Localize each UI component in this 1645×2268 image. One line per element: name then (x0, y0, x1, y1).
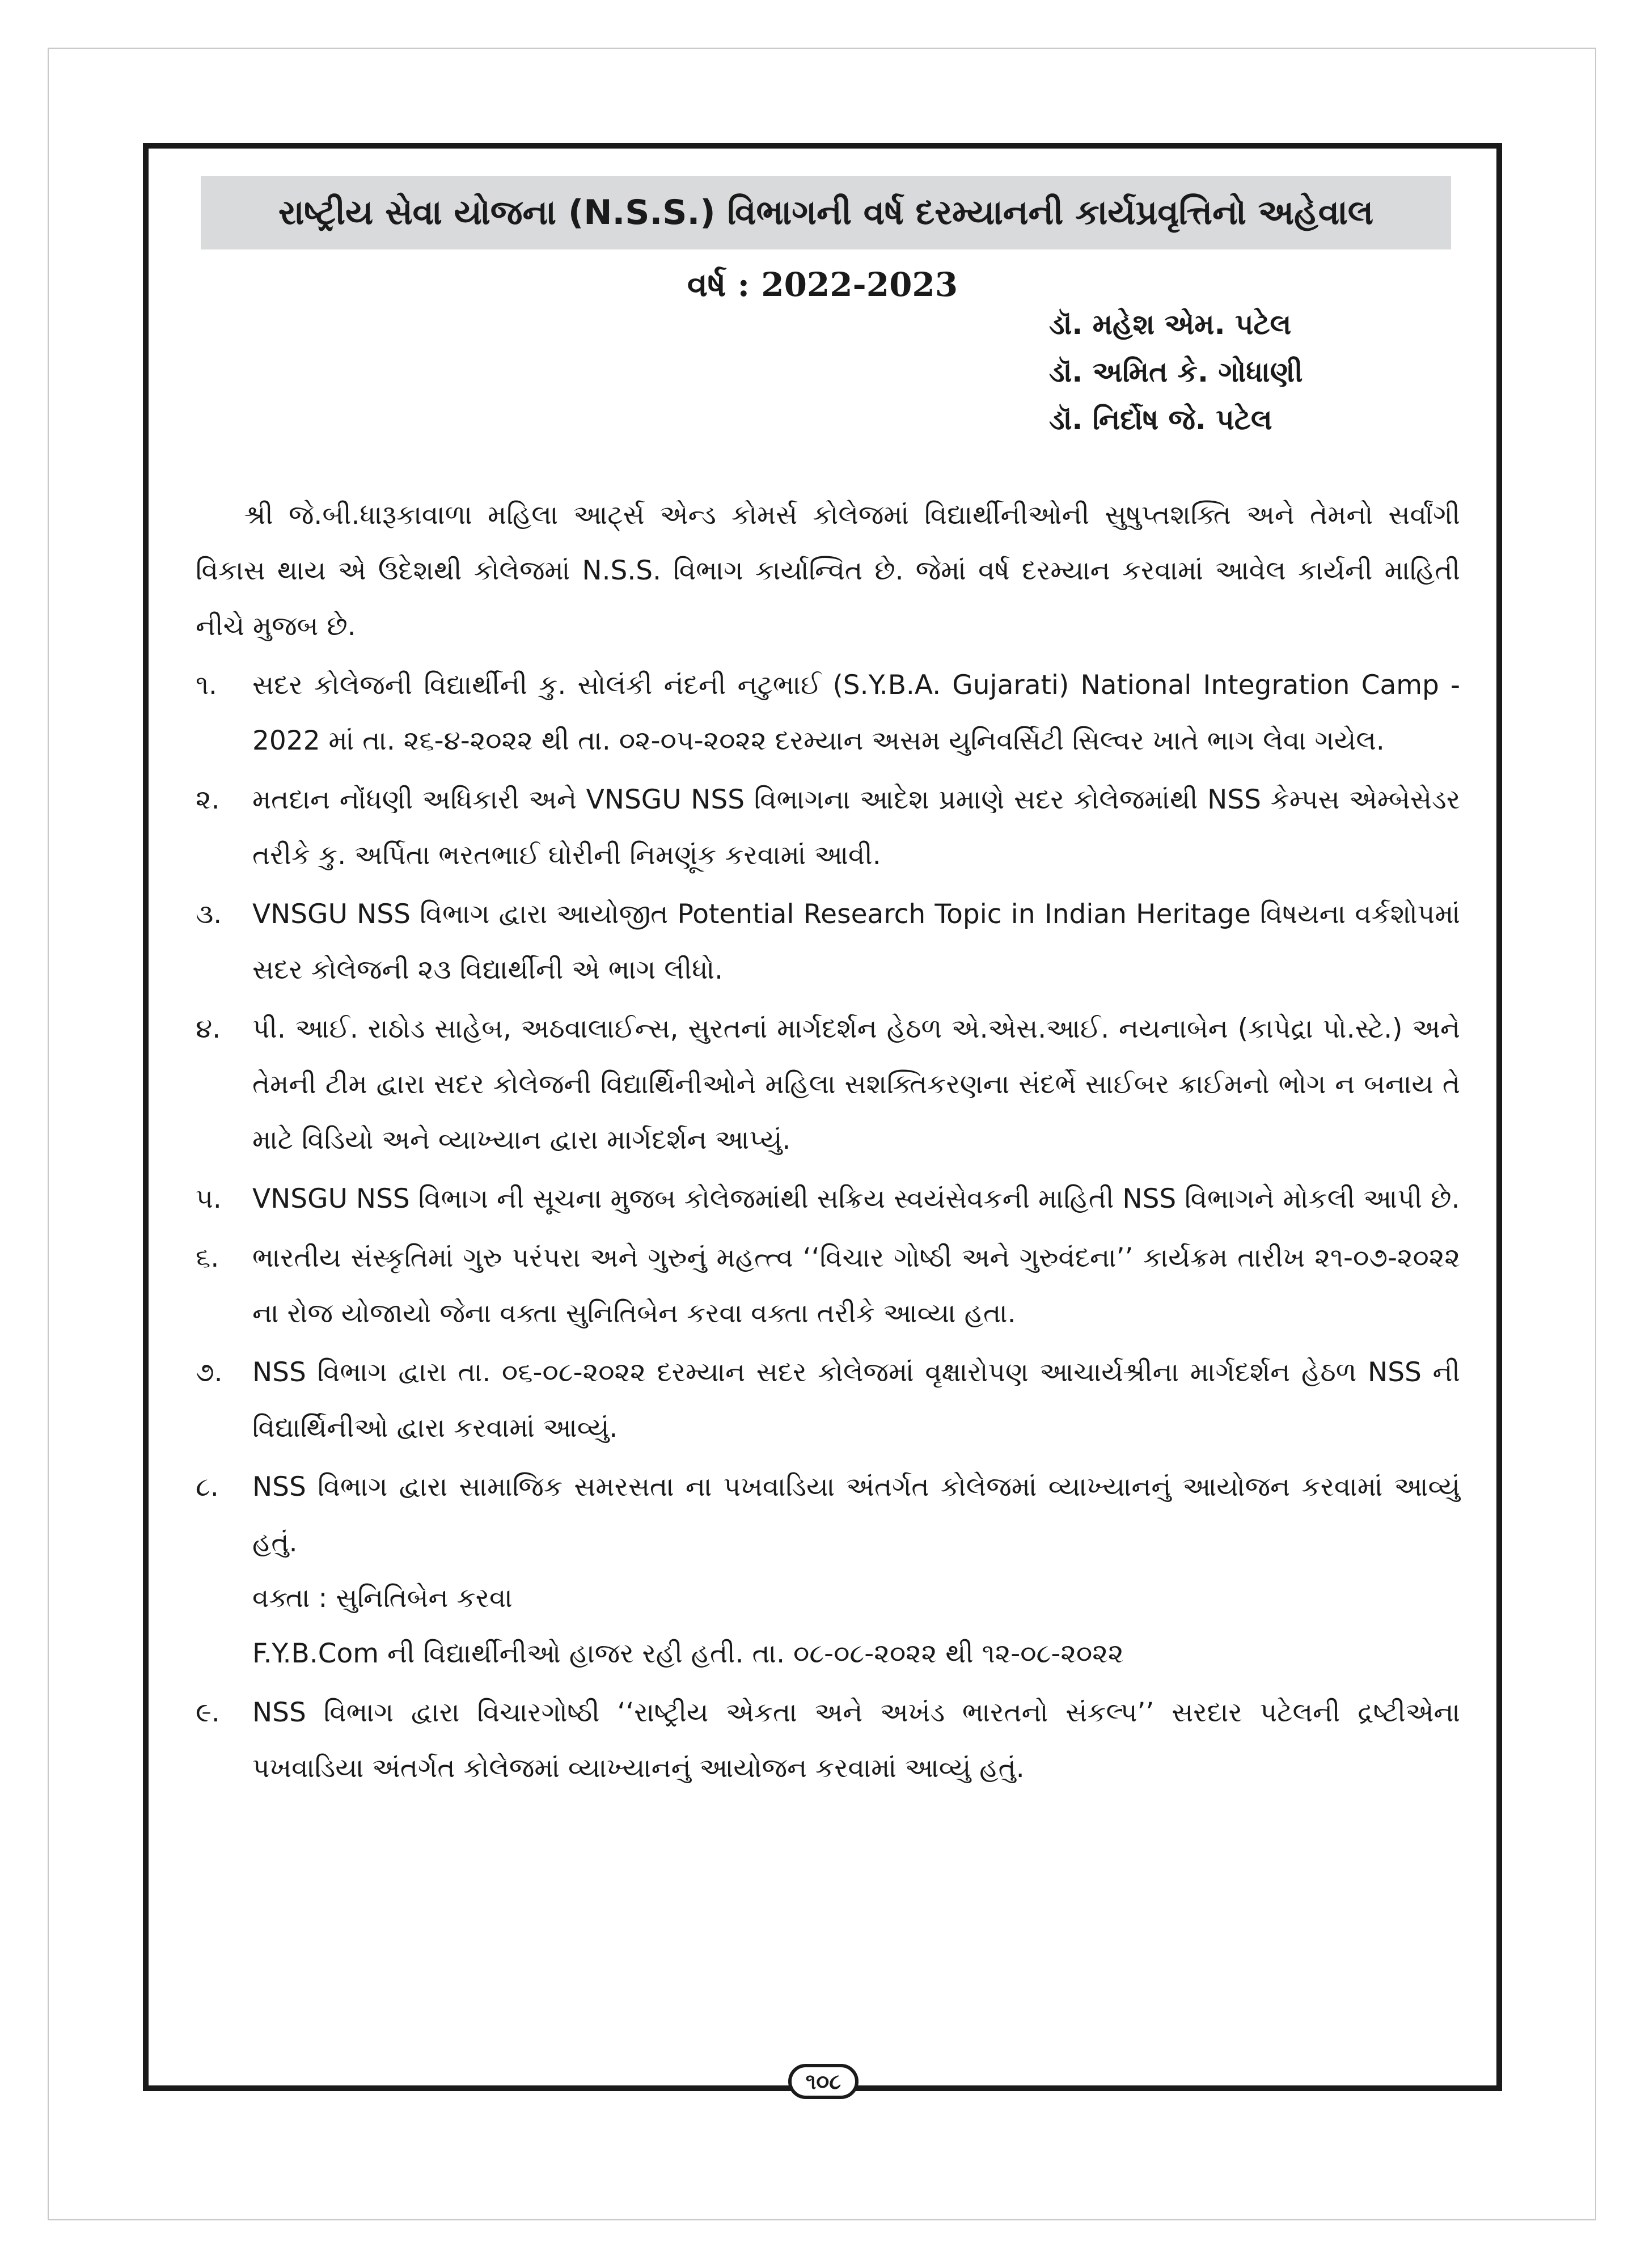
item8-attendance: F.Y.B.Com ની વિદ્યાર્થીનીઓ હાજર રહી હતી. તા. ૦૮-૦૮-૨૦૨૨ થી ૧૨-૦૮-૨૦૨૨ (252, 1638, 1124, 1669)
authors-block (1049, 301, 1469, 443)
author-name: ડૉ. મહેશ એમ. પટેલ (1049, 308, 1292, 341)
item-number: ૧. (196, 670, 217, 701)
list-item (196, 1001, 1460, 1168)
list-item (196, 658, 1460, 769)
item-number: ૬. (196, 1242, 219, 1273)
year-line: વર્ષ : 2022-2023 (687, 265, 958, 304)
item-text: મતદાન નોંધણી અધિકારી અને VNSGU NSS વિભાગના આદેશ પ્રમાણે સદર કોલેજમાંથી NSS કેમ્પસ એમ્બેસેડર તરીકે કુ. અર્પિતા ભરતભાઈ ઘોરીની નિમણૂંક કરવામાં આવી. (252, 784, 1460, 871)
item-number: ૮. (196, 1471, 219, 1503)
report-body (196, 488, 1460, 1796)
intro-paragraph: શ્રી જે.બી.ધારૂકાવાળા મહિલા આર્ટ્સ એન્ડ કોમર્સ કોલેજમાં વિદ્યાર્થીનીઓની સુષુપ્તશક્તિ અને તેમનો સર્વાંગી વિકાસ થાય એ ઉદેશથી કોલેજમાં N.S.S. વિભાગ કાર્યાન્વિત છે. જેમાં વર્ષ દરમ્યાન કરવામાં આવેલ કાર્યની માહિતી નીચે મુજબ છે. (196, 500, 1460, 642)
item-text: NSS વિભાગ દ્વારા વિચારગોષ્ઠી ‘‘રાષ્ટ્રીય એકતા અને અખંડ ભારતનો સંકલ્પ’’ સરદાર પટેલની દ્રષ્ટીએના પખવાડિયા અંતર્ગત કોલેજમાં વ્યાખ્યાનનું આયોજન કરવામાં આવ્યું હતું. (252, 1697, 1460, 1784)
item-text: પી. આઈ. રાઠોડ સાહેબ, અઠવાલાઈન્સ, સુરતનાં માર્ગદર્શન હેઠળ એ.એસ.આઈ. નયનાબેન (કાપેદ્રા પો.સ્ટે.) અને તેમની ટીમ દ્વારા સદર કોલેજની વિદ્યાર્થિનીઓને મહિલા સશક્તિકરણના સંદર્ભે સાઈબર ક્રાઈમનો ભોગ ન બનાય તે માટે વિડિયો અને વ્યાખ્યાન દ્વારા માર્ગદર્શન આપ્યું. (252, 1013, 1460, 1156)
list-item (196, 1230, 1460, 1342)
list-item (196, 1171, 1460, 1227)
list-item (196, 1685, 1460, 1796)
author-name: ડૉ. નિર્દોષ જે. પટેલ (1049, 403, 1272, 436)
item-text: NSS વિભાગ દ્વારા સામાજિક સમરસતા ના પખવાડિયા અંતર્ગત કોલેજમાં વ્યાખ્યાનનું આયોજન કરવામાં આવ્યું હતું. (252, 1471, 1460, 1558)
item-text: સદર કોલેજની વિદ્યાર્થીની કુ. સોલંકી નંદની નટુભાઈ (S.Y.B.A. Gujarati) National Integration Camp - 2022 માં તા. ૨૬-૪-૨૦૨૨ થી તા. ૦૨-૦૫-૨૦૨૨ દરમ્યાન અસમ યુનિવર્સિટી સિલ્વર ખાતે ભાગ લેવા ગયેલ. (252, 670, 1460, 756)
item8-speaker: વક્તા : સુનિતિબેન કરવા (252, 1582, 513, 1614)
list-item (196, 1459, 1460, 1571)
item-number: ૩. (196, 899, 222, 930)
item-number: ૨. (196, 784, 220, 815)
item-number: ૭. (196, 1357, 223, 1388)
item-number: ૯. (196, 1697, 220, 1728)
author-name: ડૉ. અમિત કે. ગોધાણી (1049, 356, 1303, 388)
item-number: ૪. (196, 1013, 221, 1044)
list-item (196, 772, 1460, 883)
item-text: ભારતીય સંસ્કૃતિમાં ગુરુ પરંપરા અને ગુરુનું મહત્ત્વ ‘‘વિચાર ગોષ્ઠી અને ગુરુવંદના’’ કાર્યક્રમ તારીખ ૨૧-૦૭-૨૦૨૨ ના રોજ યોજાયો જેના વક્તા સુનિતિબેન કરવા વક્તા તરીકે આવ્યા હતા. (252, 1242, 1460, 1329)
report-title: રાષ્ટ્રીય સેવા યોજના (N.S.S.) વિભાગની વર્ષ દરમ્યાનની કાર્યપ્રવૃત્તિનો અહેવાલ (201, 176, 1451, 249)
list-item (196, 1345, 1460, 1456)
item-text: VNSGU NSS વિભાગ દ્વારા આયોજીત Potential Research Topic in Indian Heritage વિષયના વર્કશોપમાં સદર કોલેજની ૨૩ વિદ્યાર્થીની એ ભાગ લીધો. (252, 899, 1460, 985)
item-text: VNSGU NSS વિભાગ ની સૂચના મુજબ કોલેજમાંથી સક્રિય સ્વયંસેવકની માહિતી NSS વિભાગને મોકલી આપી છે. (252, 1183, 1460, 1215)
page-number: ૧૦૮ (788, 2064, 859, 2099)
item-number: ૫. (196, 1183, 222, 1215)
item-text: NSS વિભાગ દ્વારા તા. ૦૬-૦૮-૨૦૨૨ દરમ્યાન સદર કોલેજમાં વૃક્ષારોપણ આચાર્યશ્રીના માર્ગદર્શન હેઠળ NSS ની વિદ્યાર્થિનીઓ દ્વારા કરવામાં આવ્યું. (252, 1357, 1460, 1444)
list-item (196, 887, 1460, 998)
